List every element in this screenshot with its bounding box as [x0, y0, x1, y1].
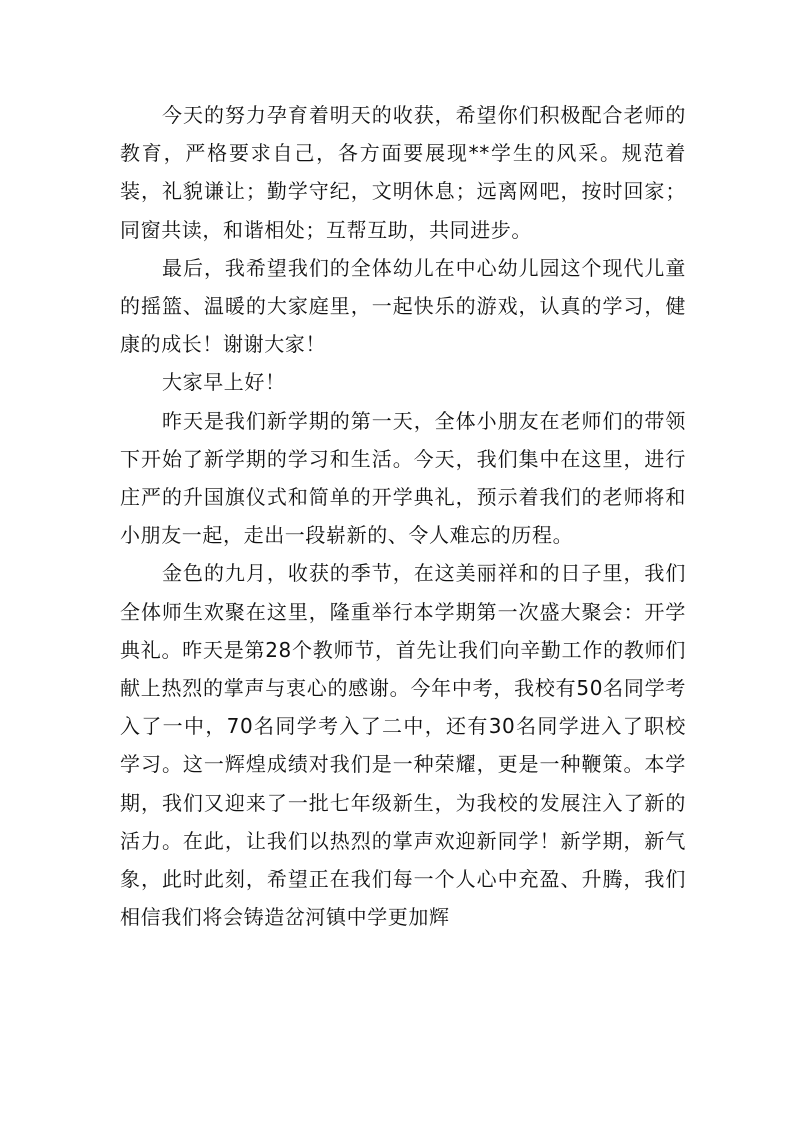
paragraph-greeting: 大家早上好！	[162, 370, 286, 395]
paragraph-student-conduct: 今天的努力孕育着明天的收获，希望你们积极配合老师的教育，严格要求自己，各方面要展现**学生的风采。规范着装，礼貌谦让；勤学守纪，文明休息；远离网吧，按时回家；同窗共读，和谐相处；互帮互助，共同进步。	[120, 103, 686, 242]
paragraph-kindergarten-closing: 最后，我希望我们的全体幼儿在中心幼儿园这个现代儿童的摇篮、温暖的大家庭里，一起快乐的游戏，认真的学习，健康的成长！谢谢大家！	[120, 255, 686, 357]
document-body	[120, 96, 686, 936]
paragraph-opening-ceremony: 金色的九月，收获的季节，在这美丽祥和的日子里，我们全体师生欢聚在这里，隆重举行本学期第一次盛大聚会：开学典礼。昨天是第28个教师节，首先让我们向辛勤工作的教师们献上热烈的掌声与衷心的感谢。今年中考，我校有50名同学考入了一中，70名同学考入了二中，还有30名同学进入了职校学习。这一辉煌成绩对我们是一种荣耀，更是一种鞭策。本学期，我们又迎来了一批七年级新生，为我校的发展注入了新的活力。在此，让我们以热烈的掌声欢迎新同学！新学期，新气象，此时此刻，希望正在我们每一个人心中充盈、升腾，我们相信我们将会铸造岔河镇中学更加辉	[120, 561, 686, 930]
paragraph-new-semester: 昨天是我们新学期的第一天，全体小朋友在老师们的带领下开始了新学期的学习和生活。今天，我们集中在这里，进行庄严的升国旗仪式和简单的开学典礼，预示着我们的老师将和小朋友一起，走出一段崭新的、令人难忘的历程。	[120, 408, 686, 548]
